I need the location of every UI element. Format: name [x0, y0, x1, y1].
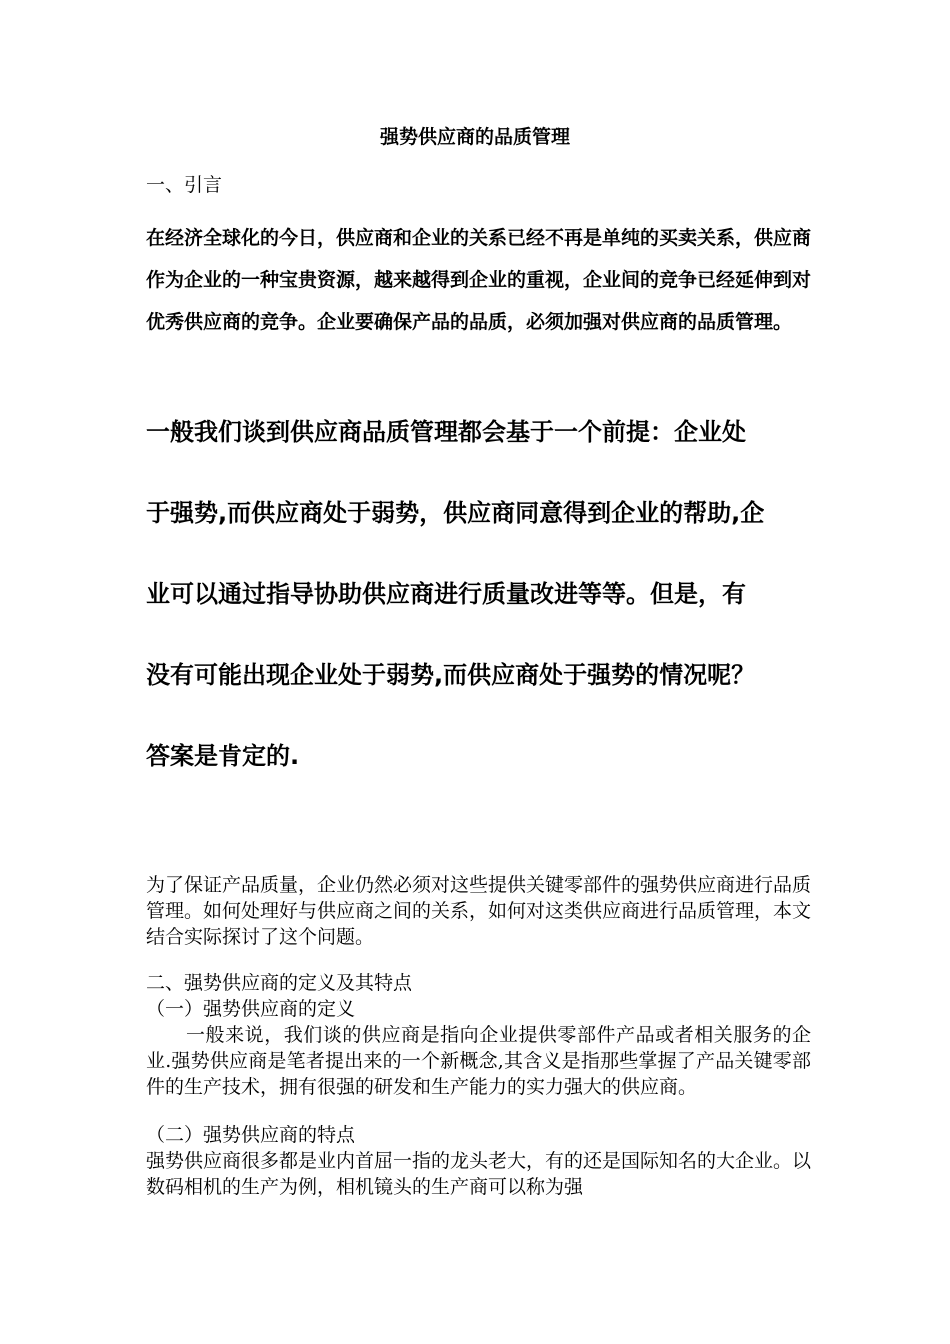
intro-paragraph: 在经济全球化的今日，供应商和企业的关系已经不再是单纯的买卖关系，供应商作为企业的一种宝贵资源，越来越得到企业的重视，企业间的竞争已经延伸到对优秀供应商的竞争。企业要确保产品的品质，必须加强对供应商的品质管理。	[146, 227, 812, 333]
premise-line: 一般我们谈到供应商品质管理都会基于一个前提：企业处	[146, 418, 746, 446]
subsection1-heading: （一）强势供应商的定义	[146, 998, 356, 1020]
section2-heading: 二、强势供应商的定义及其特点	[146, 972, 413, 994]
document-title: 强势供应商的品质管理	[379, 126, 570, 148]
premise-line: 业可以通过指导协助供应商进行质量改进等等。但是，有	[146, 580, 746, 608]
premise-line: 答案是肯定的.	[146, 742, 300, 770]
purpose-paragraph: 为了保证产品质量，企业仍然必须对这些提供关键零部件的强势供应商进行品质管理。如何处理好与供应商之间的关系，如何对这类供应商进行品质管理，本文结合实际探讨了这个问题。	[146, 874, 812, 948]
subsection2-heading: （二）强势供应商的特点	[146, 1124, 356, 1146]
premise-line: 于强势,而供应商处于弱势，供应商同意得到企业的帮助,企	[146, 499, 765, 527]
features-paragraph: 强势供应商很多都是业内首屈一指的龙头老大，有的还是国际知名的大企业。以数码相机的生产为例，相机镜头的生产商可以称为强	[146, 1150, 812, 1198]
definition-paragraph: 一般来说，我们谈的供应商是指向企业提供零部件产品或者相关服务的企业.强势供应商是笔者提出来的一个新概念,其含义是指那些掌握了产品关键零部件的生产技术，拥有很强的研发和生产能力的实力强大的供应商。	[146, 1024, 811, 1098]
premise-block	[146, 412, 811, 817]
section1-heading: 一、引言	[146, 174, 223, 196]
premise-line: 没有可能出现企业处于弱势,而供应商处于强势的情况呢？	[146, 661, 756, 689]
